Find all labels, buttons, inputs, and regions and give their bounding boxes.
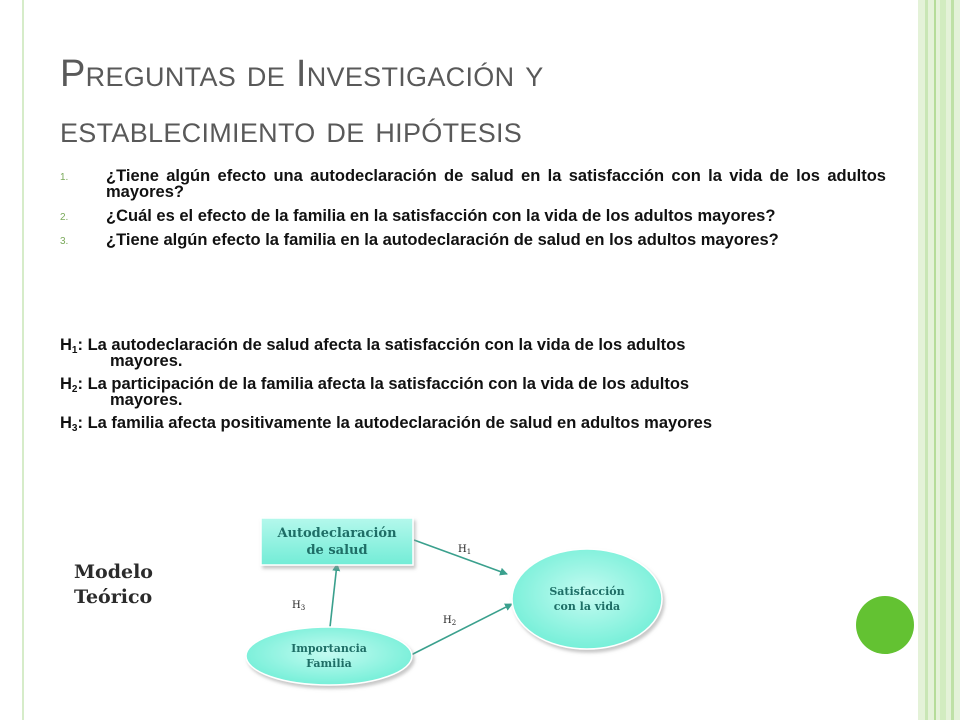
node-importancia-line1: Importancia (291, 642, 367, 655)
node-satisfaccion (512, 549, 662, 649)
edge-h1-label: $H_1$ (458, 544, 472, 556)
node-satisfaccion-line2: con la vida (553, 600, 621, 613)
decorative-green-circle (856, 596, 914, 654)
hypothesis-subscript: 2 (71, 384, 78, 395)
hypothesis-text: : La participación de la familia afecta la satisfacción con la vida de los adultos (77, 375, 690, 393)
hypothesis-subscript: 3 (71, 423, 78, 434)
node-autodeclaracion-line1: Autodeclaración (277, 526, 397, 541)
hypothesis-text: : La autodeclaración de salud afecta la satisfacción con la vida de los adultos (77, 336, 686, 354)
hypothesis-label: H (60, 375, 72, 393)
model-label-line2: Teórico (74, 586, 153, 608)
hypothesis-label: H (60, 336, 72, 354)
node-importancia (246, 627, 412, 685)
list-item-text: ¿Cuál es el efecto de la familia en la satisfacción con la vida de los adultos mayores? (106, 207, 776, 225)
list-item-number: 1. (60, 172, 69, 183)
edge-h3-arrow (330, 564, 337, 627)
hypothesis-text: : La familia afecta positivamente la autodeclaración de salud en adultos mayores (77, 414, 713, 432)
edge-h2-label: $H_2$ (443, 615, 457, 627)
node-autodeclaracion (261, 518, 413, 565)
hypothesis-text-continued: mayores. (110, 352, 183, 370)
edge-h2-arrow (411, 604, 512, 655)
node-autodeclaracion-line2: de salud (306, 543, 368, 558)
slide-title-line1: Preguntas de Investigación y (60, 53, 544, 95)
edge-h3-label: $H_3$ (292, 600, 306, 612)
node-satisfaccion-ellipse (512, 549, 662, 649)
list-item-text: ¿Tiene algún efecto la familia en la autodeclaración de salud en los adultos mayores? (106, 231, 779, 249)
node-importancia-line2: Familia (306, 657, 352, 670)
list-item-text: ¿Tiene algún efecto una autodeclaración de salud en la satisfacción con la vida de los adultos mayores? (106, 167, 886, 201)
list-item-number: 2. (60, 212, 69, 223)
model-label-line1: Modelo (74, 561, 153, 583)
node-satisfaccion-line1: Satisfacción (549, 585, 625, 598)
hypothesis-label: H (60, 414, 72, 432)
hypothesis-subscript: 1 (71, 345, 78, 356)
list-item-number: 3. (60, 236, 69, 247)
slide-title-line2: establecimiento de hipótesis (60, 109, 523, 151)
hypothesis-text-continued: mayores. (110, 391, 183, 409)
node-importancia-ellipse (246, 627, 412, 685)
